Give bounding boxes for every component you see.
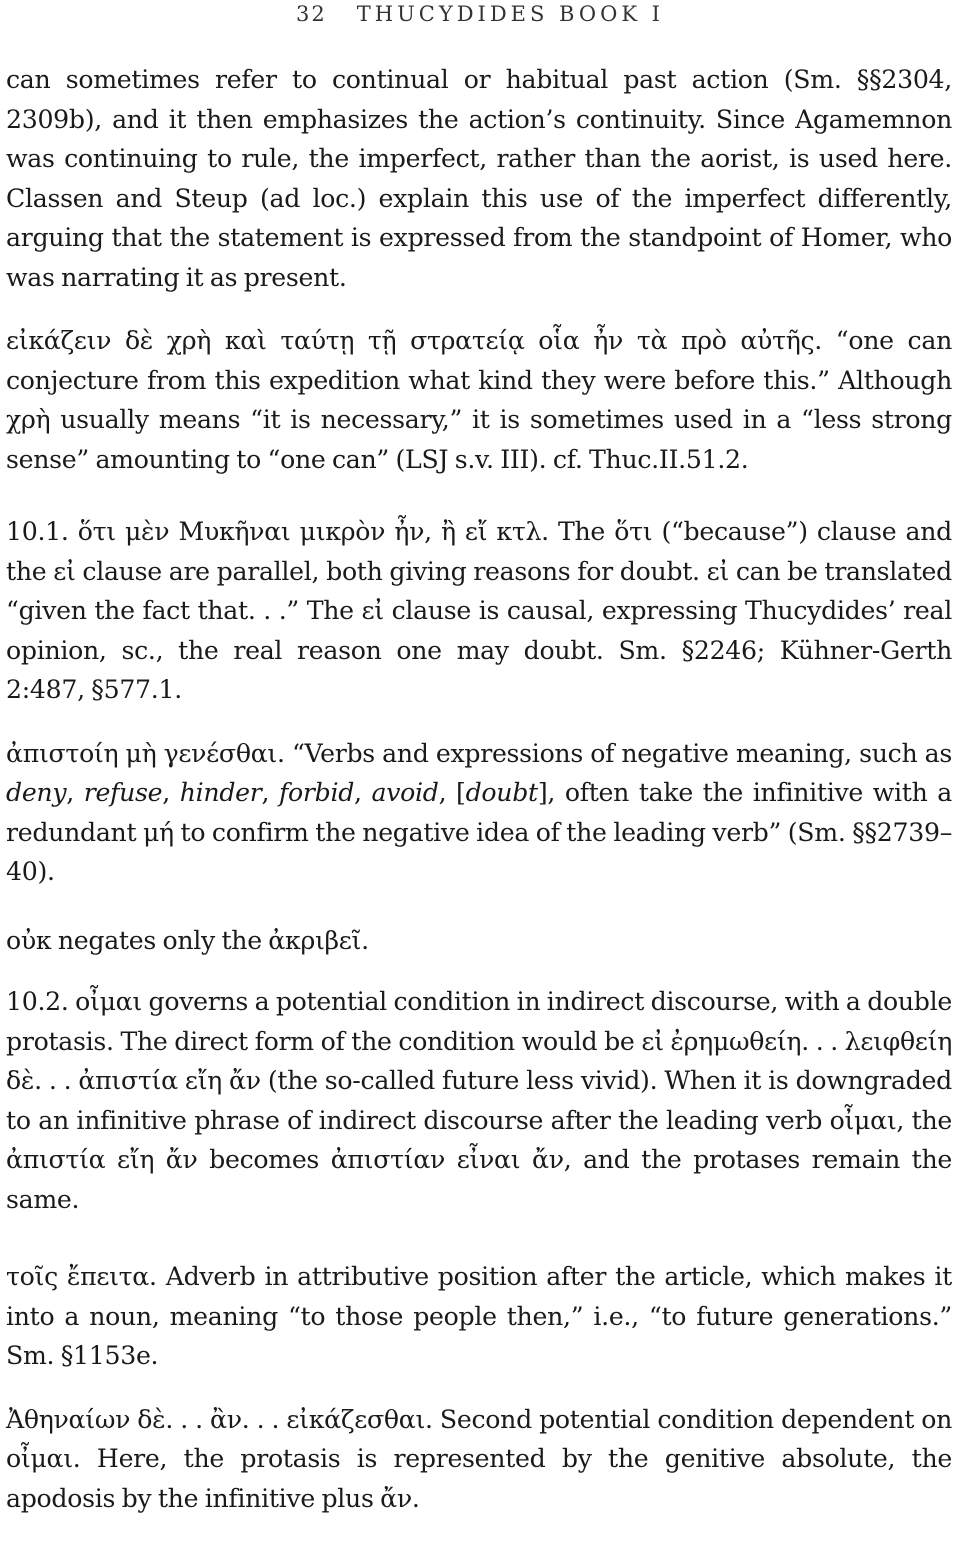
- greek-lemma: Ἀθηναίων δὲ. . . ἂν. . . εἰκάζεσθαι.: [6, 1404, 433, 1434]
- running-title: THUCYDIDES BOOK I: [356, 2, 664, 26]
- commentary-paragraph: [6, 1400, 952, 1519]
- page-number: 32: [296, 2, 327, 26]
- commentary-paragraph: [6, 982, 952, 1219]
- italic-term: deny: [6, 778, 67, 807]
- paragraph-text: governs a potential condition in indirect discourse, with a double protasis. The direct form of the condition would be εἰ ἐρημωθείη. . . λειφθείη δὲ. . . ἀπιστία εἴη ἄν (the so-called future less vivid). When it is downgraded to an infinitive phrase of indirect discourse after the leading verb οἶμαι, the ἀπιστία εἴη ἄν becomes ἀπιστίαν εἶναι ἄν, and the protases remain the same.: [6, 987, 952, 1214]
- italic-term: refuse: [83, 778, 163, 807]
- greek-lemma: 10.1. ὅτι μὲν Μυκῆναι μικρὸν ἦν, ἢ εἴ κτλ.: [6, 517, 549, 546]
- commentary-body: [6, 60, 952, 1518]
- greek-lemma: ἀπιστοίη μὴ γενέσθαι.: [6, 738, 285, 768]
- paragraph-text: Adverb in attributive position after the article, which makes it into a noun, meaning “to those people then,” i.e., “to future generations.” Sm. §1153e.: [6, 1262, 952, 1370]
- commentary-paragraph: [6, 60, 952, 297]
- italic-term: doubt: [465, 778, 538, 807]
- paragraph-text: The ὅτι (“because”) clause and the εἰ clause are parallel, both giving reasons for doubt. εἰ can be translated “given the fact that. . .” The εἰ clause is causal, expressing Thucydides’ real opinion, sc., the real reason one may doubt. Sm. §2246; Kühner-Gerth 2:487, §577.1.: [6, 517, 952, 704]
- greek-lemma: εἰκάζειν δὲ χρὴ καὶ ταύτῃ τῇ στρατείᾳ οἷα ἦν τὰ πρὸ αὐτῆς.: [6, 326, 823, 355]
- italic-term: avoid: [371, 778, 439, 807]
- italic-term: hinder: [179, 778, 262, 807]
- paragraph-text: “Verbs and expressions of negative meaning, such as: [291, 738, 952, 768]
- greek-lemma: οὐκ: [6, 925, 52, 955]
- italic-term: forbid: [279, 778, 355, 807]
- paragraph-text: Second potential condition dependent on οἶμαι. Here, the protasis is represented by the genitive absolute, the apodosis by the infinitive plus ἄν.: [6, 1404, 952, 1513]
- paragraph-text: “one can conjecture from this expedition what kind they were before this.” Although χρὴ usually means “it is necessary,” it is sometimes used in a “less strong sense” amounting to “one can” (LSJ s.v. III). cf. Thuc.II.51.2.: [6, 326, 952, 474]
- commentary-paragraph: [6, 1257, 952, 1376]
- paragraph-text: can sometimes refer to continual or habitual past action (Sm. §§2304, 2309b), and it then emphasizes the action’s continuity. Since Agamemnon was continuing to rule, the imperfect, rather than the aorist, is used here. Classen and Steup (ad loc.) explain this use of the imperfect differently, arguing that the statement is expressed from the standpoint of Homer, who was narrating it as present.: [6, 65, 952, 292]
- greek-lemma: 10.2. οἶμαι: [6, 987, 142, 1016]
- commentary-paragraph: [6, 321, 952, 479]
- commentary-paragraph: ἀπιστοίη μὴ γενέσθαι. “Verbs and expressions of negative meaning, such as deny, refuse, hinder, forbid, avoid, [doubt], often take the infinitive with a redundant μή to confirm the negative idea of the leading verb” (Sm. §§2739–40).: [6, 738, 952, 886]
- running-head: [0, 2, 960, 26]
- commentary-paragraph: [6, 921, 952, 961]
- paragraph-text: often take the infinitive with a redundant μή to confirm the negative idea of the leading verb” (Sm. §§2739–40).: [6, 778, 952, 886]
- commentary-paragraph: [6, 512, 952, 710]
- paragraph-text: negates only the ἀκριβεῖ.: [57, 925, 369, 955]
- greek-lemma: τοῖς ἔπειτα.: [6, 1262, 157, 1291]
